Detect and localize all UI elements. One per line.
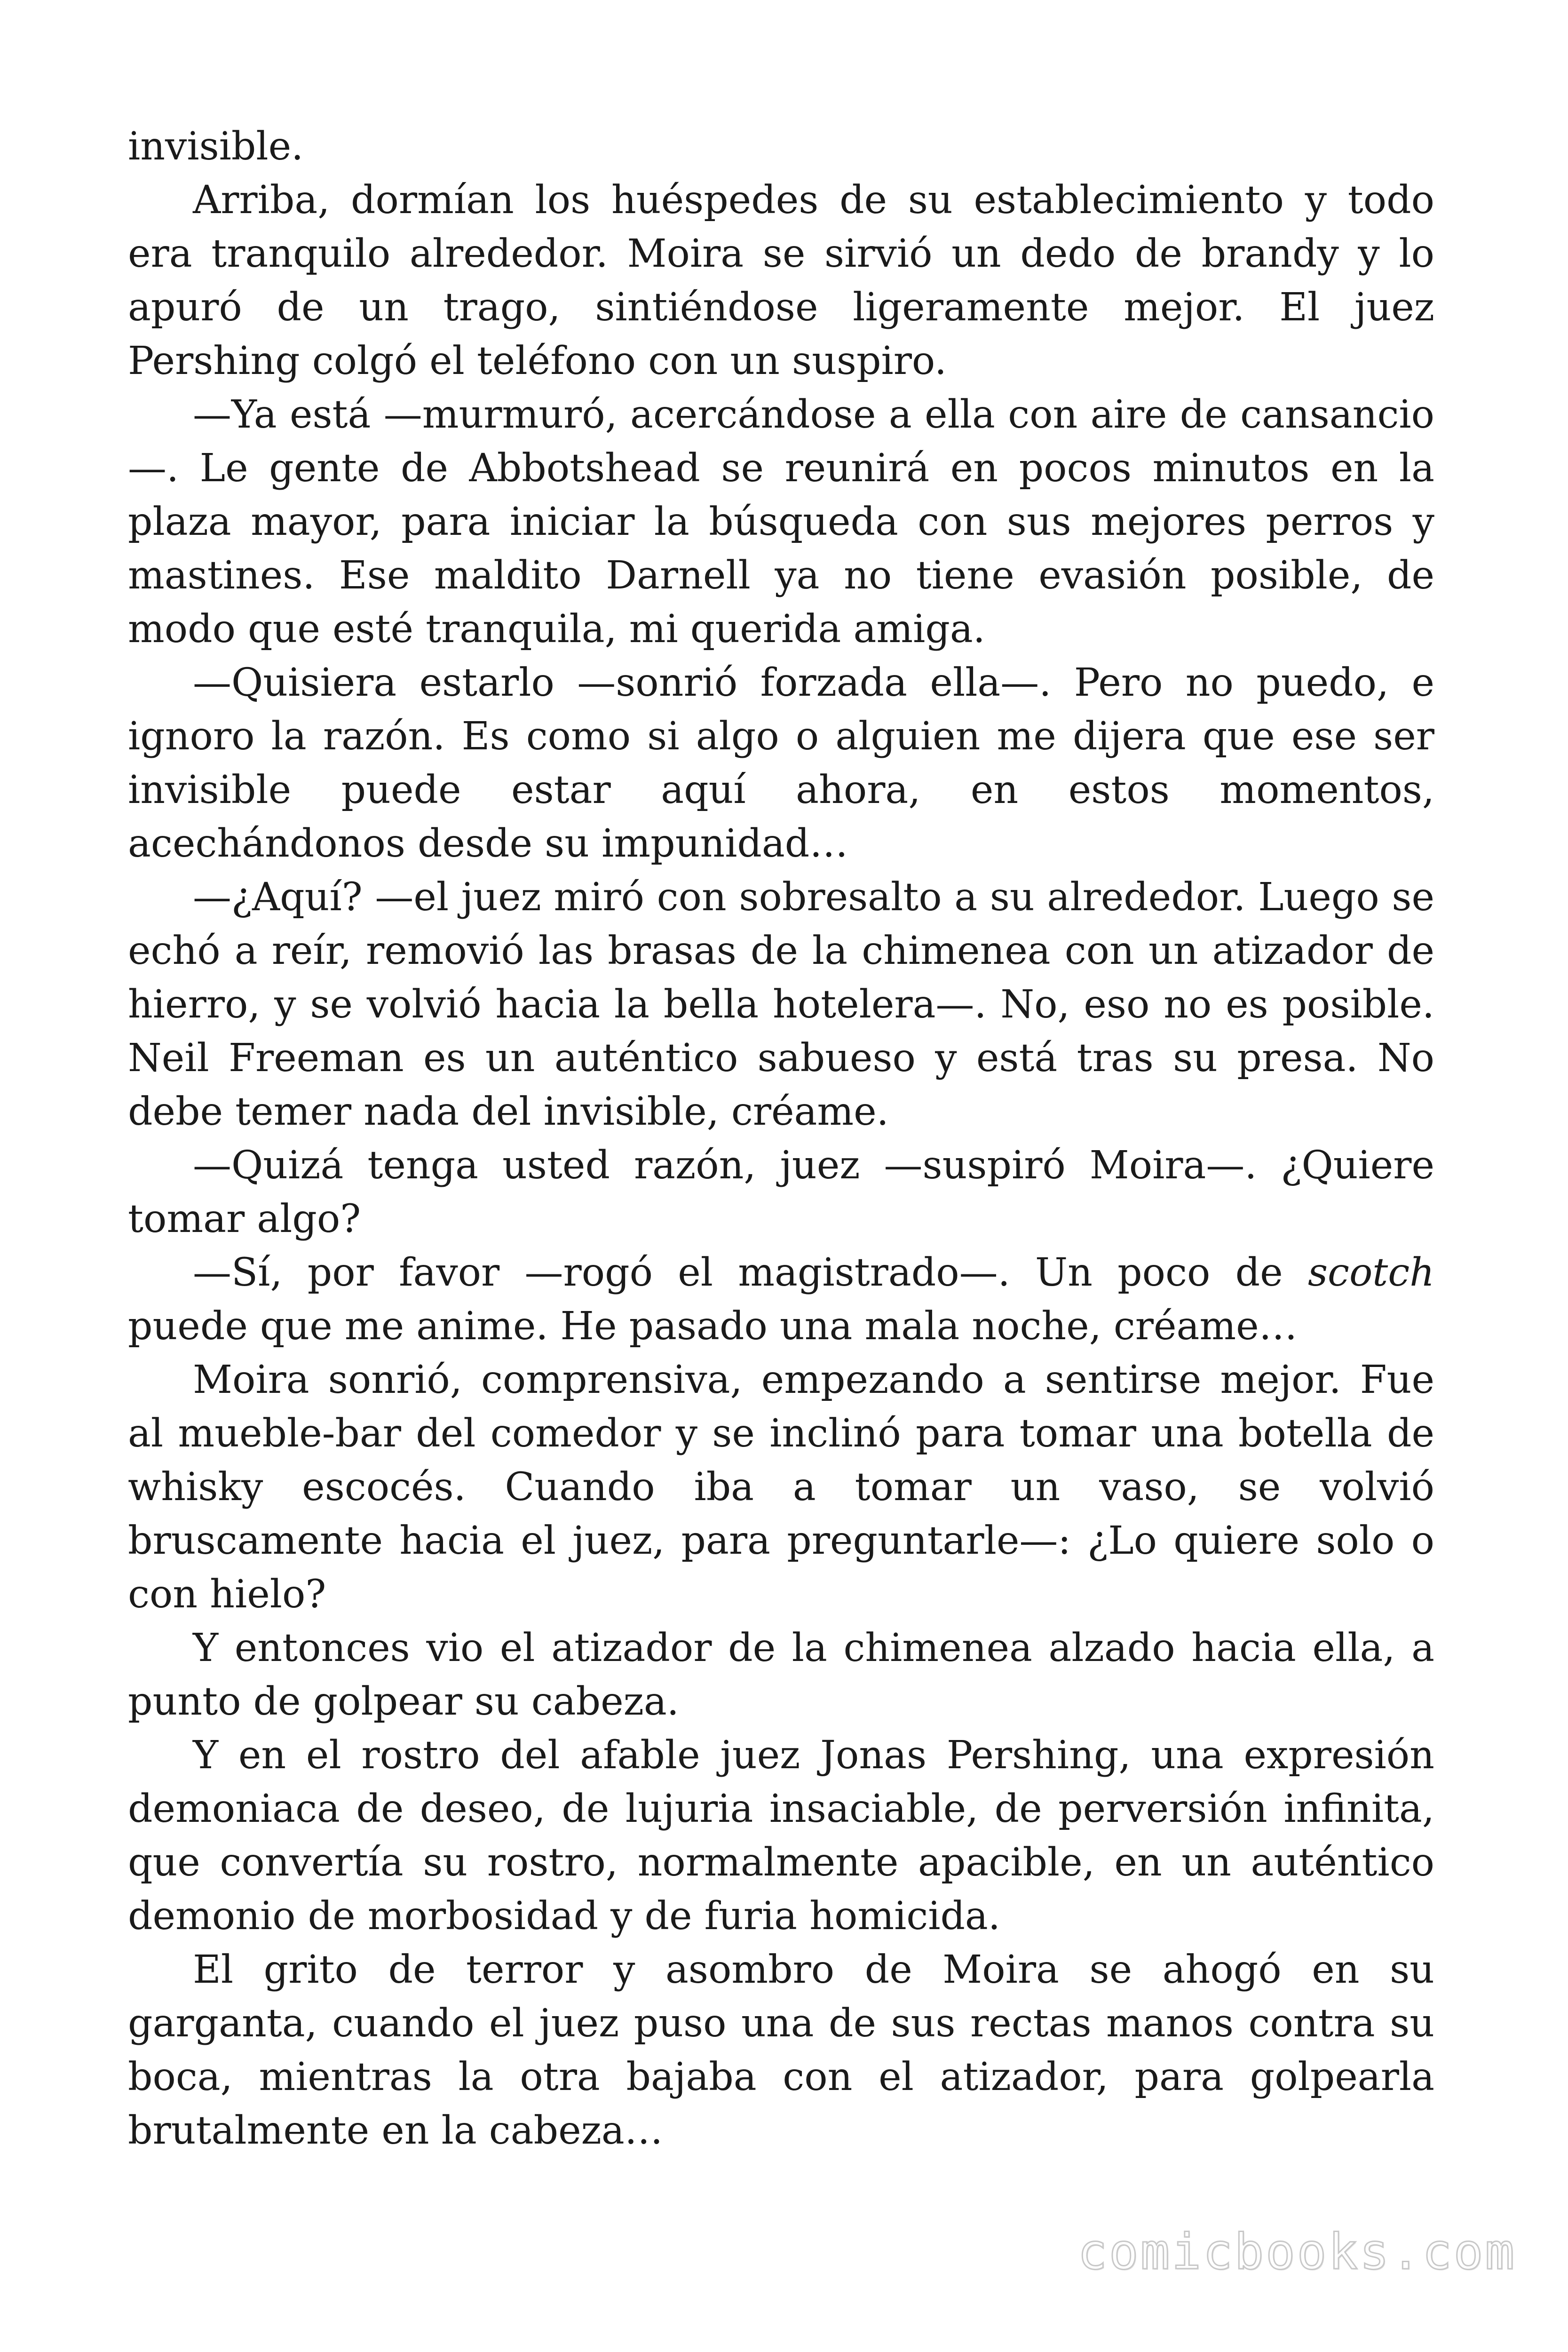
paragraph-3 — [128, 388, 1434, 656]
paragraph-10 — [128, 1729, 1434, 1943]
paragraph-text: —Quizá tenga usted razón, juez —suspiró Moira—. ¿Quiere tomar algo? — [128, 1143, 1434, 1241]
paragraph-text: Y entonces vio el atizador de la chimenea alzado hacia ella, a punto de golpear su cabeza. — [128, 1626, 1434, 1724]
watermark: comicbooks.com — [1077, 2223, 1516, 2280]
paragraph-2 — [128, 174, 1434, 388]
paragraph-6 — [128, 1139, 1434, 1246]
paragraph-text: —¿Aquí? —el juez miró con sobresalto a su alrededor. Luego se echó a reír, removió las brasas de la chimenea con un atizador de hierro, y se volvió hacia la bella hotelera—. No, eso no es posible. Neil Freeman es un auténtico sabueso y está tras su presa. No debe temer nada del invisible, créame. — [128, 875, 1434, 1134]
paragraph-text: —Sí, por favor —rogó el magistrado—. Un poco de — [193, 1250, 1308, 1295]
paragraph-text: Moira sonrió, comprensiva, empezando a sentirse mejor. Fue al mueble-bar del comedor y se inclinó para tomar una botella de whisky escocés. Cuando iba a tomar un vaso, se volvió bruscamente hacia el juez, para preguntarle—: ¿Lo quiere solo o con hielo? — [128, 1358, 1434, 1617]
paragraph-text: Arriba, dormían los huéspedes de su establecimiento y todo era tranquilo alrededor. Moira se sirvió un dedo de brandy y lo apuró de un trago, sintiéndose ligeramente mejor. El juez Pershing colgó el teléfono con un suspiro. — [128, 178, 1434, 383]
paragraph-text: —Quisiera estarlo —sonrió forzada ella—. Pero no puedo, e ignoro la razón. Es como si algo o alguien me dijera que ese ser invisible puede estar aquí ahora, en estos momentos, acechándonos desde su impunidad… — [128, 660, 1434, 866]
paragraph-7 — [128, 1246, 1434, 1353]
paragraph-text: El grito de terror y asombro de Moira se ahogó en su garganta, cuando el juez puso una de sus rectas manos contra su boca, mientras la otra bajaba con el atizador, para golpearla brutalmente en la cabeza… — [128, 1947, 1434, 2153]
paragraph-9 — [128, 1621, 1434, 1729]
page-body — [128, 120, 1434, 2158]
paragraph-1 — [128, 120, 1434, 174]
paragraph-text: invisible. — [128, 124, 304, 169]
italic-word: scotch — [1307, 1250, 1434, 1295]
paragraph-text: —Ya está —murmuró, acercándose a ella con aire de cansancio —. Le gente de Abbotshead se reunirá en pocos minutos en la plaza mayor, para iniciar la búsqueda con sus mejores perros y mastines. Ese maldito Darnell ya no tiene evasión posible, de modo que esté tranquila, mi querida amiga. — [128, 392, 1434, 652]
paragraph-text: puede que me anime. He pasado una mala noche, créame… — [128, 1304, 1298, 1349]
paragraph-4 — [128, 656, 1434, 871]
paragraph-11 — [128, 1943, 1434, 2158]
paragraph-5 — [128, 871, 1434, 1139]
paragraph-text: Y en el rostro del afable juez Jonas Pershing, una expresión demoniaca de deseo, de lujuria insaciable, de perversión infinita, que convertía su rostro, normalmente apacible, en un auténtico demonio de morbosidad y de furia homicida. — [128, 1733, 1434, 1939]
paragraph-8 — [128, 1353, 1434, 1621]
